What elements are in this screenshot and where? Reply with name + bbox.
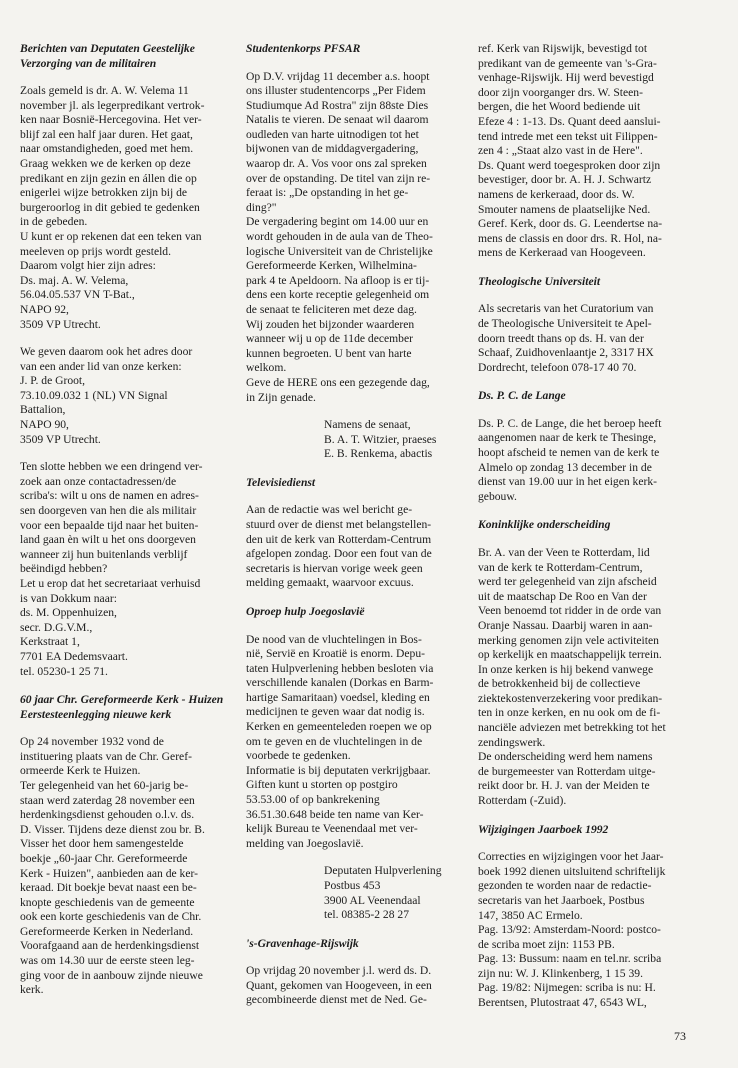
column-middle bbox=[246, 42, 458, 1022]
article-60-jaar-huizen bbox=[20, 693, 232, 998]
article-paragraph: Aan de redactie was wel bericht ge- stuurd over de dienst met belangstellen- den uit de kerk van Rotterdam-Centrum afgelopen zondag. Door een fout van de secretaris is hiervan vorige week geen melding gemaakt, waarvoor excuus. bbox=[246, 503, 432, 590]
article-signature: Deputaten Hulpverlening Postbus 453 3900 AL Veenendaal tel. 08385-2 28 27 bbox=[324, 864, 442, 922]
article-heading: Berichten van Deputaten Geestelijke Verzorging van de militairen bbox=[20, 42, 195, 70]
article-heading: Oproep hulp Joegoslavië bbox=[246, 605, 365, 618]
article-paragraph: Op D.V. vrijdag 11 december a.s. hoopt ons illuster studentencorps „Per Fidem Studiumque Ad Rostra" zijn 88ste Dies Natalis te vieren. De senaat wil daarom oudleden van harte uitnodigen tot het bijwonen van de middagvergadering, waarop dr. A. Vos voor ons zal spreken over de opstanding. De titel van zijn re- feraat is: „De opstanding in het ge- ding?" De vergadering begint om 14.00 uur en wordt gehouden in de aula van de Theo- logische Universiteit van de Christelijke Gereformeerde Kerken, Wilhelmina- park 4 te Apeldoorn. Na afloop is er tij- dens een korte receptie gelegenheid om de senaat te feliciteren met deze dag. Wij zouden het bijzonder waarderen wanneer wij u op de 11de december kunnen begroeten. U bent van harte welkom. Geve de HERE ons een gezegende dag, in Zijn genade. bbox=[246, 69, 433, 404]
article-paragraph: Correcties en wijzigingen voor het Jaar- boek 1992 dienen uitsluitend schriftelijk gezonden te worden naar de redactie- secretaris van het Jaarboek, Postbus 147, 3850 AC Ermelo. Pag. 13/92: Amsterdam-Noord: postco- de scriba moet zijn: 1153 PB. Pag. 13: Bussum: naam en tel.nr. scriba zijn nu: W. J. Klinkenberg, 1 15 39. Pag. 19/82: Nijmegen: scriba is nu: H. Berentsen, Plutostraat 47, 6543 WL, bbox=[478, 850, 666, 1010]
article-heading: Studentenkorps PFSAR bbox=[246, 42, 361, 55]
article-heading: Wijzigingen Jaarboek 1992 bbox=[478, 822, 609, 836]
article-de-lange bbox=[478, 389, 690, 504]
article-paragraph: Ten slotte hebben we een dringend ver- zoek aan onze contactadressen/de scriba's: wilt u ons de namen en adres- sen doorgeven van hen die als militair voor een bepaalde tijd naar het buiten- land gaan èn wilt u het ons doorgeven wanneer zij hun buitenlands verblijf beëindigd hebben? Let u erop dat het secretariaat verhuisd is van Dokkum naar: ds. M. Oppenhuizen, secr. D.G.V.M., Kerkstraat 1, 7701 EA Dedemsvaart. tel. 05230-1 25 71. bbox=[20, 460, 203, 678]
page-number: 73 bbox=[674, 1029, 686, 1043]
article-gravenhage-rijswijk-continued bbox=[478, 42, 690, 261]
article-heading: 60 jaar Chr. Gereformeerde Kerk - Huizen Eerstesteenlegging nieuwe kerk bbox=[20, 693, 224, 721]
article-paragraph: Als secretaris van het Curatorium van de Theologische Universiteit te Apel- doorn treedt thans op ds. H. van der Schaaf, Zuidhovenlaantje 2, 3317 HX Dordrecht, telefoon 078-17 40 70. bbox=[478, 302, 654, 374]
article-paragraph: Zoals gemeld is dr. A. W. Velema 11 november jl. als legerpredikant vertrok- ken naar Bosnië-Hercegovina. Het ver- blijf zal een half jaar duren. Het gaat, naar omstandigheden, goed met hem. Graag wekken we de kerken op deze predikant en zijn gezin en állen die op enigerlei wijze betrokken zijn bij de burgeroorlog in dit gebied te gedenken in de gebeden. U kunt er op rekenen dat een teken van meeleven op prijs wordt gesteld. Daarom volgt hier zijn adres: Ds. maj. A. W. Velema, 56.04.05.537 VN T-Bat., NAPO 92, 3509 VP Utrecht. bbox=[20, 84, 205, 331]
article-heading: Koninklijke onderscheiding bbox=[478, 518, 611, 532]
article-paragraph: De nood van de vluchtelingen in Bos- nië, Servië en Kroatië is enorm. Depu- taten Hulpverlening hebben besloten via verschillende kanalen (Dorkas en Barm- hartige Samaritaan) voedsel, kleding en medicijnen te geven waar dat nodig is. Kerken en gemeenteleden roepen we op om te geven en de vluchtelingen in de voorbede te gedenken. Informatie is bij deputaten verkrijgbaar. Giften kunt u storten op postgiro 53.53.00 of op bankrekening 36.51.30.648 beide ten name van Ker- kelijk Bureau te Veenendaal met ver- melding van Joegoslavië. bbox=[246, 632, 434, 850]
article-paragraph: ref. Kerk van Rijswijk, bevestigd tot predikant van de gemeente van 's-Gra- venhage-Rijswijk. Hij werd bevestigd door zijn voorganger drs. W. Steen- bergen, die het Woord bediende uit Efeze 4 : 1-13. Ds. Quant deed aanslui- tend intrede met een tekst uit Filippen- zen 4 : „Staat alzo vast in de Here". Ds. Quant werd toegesproken door zijn bevestiger, door br. A. H. J. Schwartz namens de kerkeraad, door ds. W. Smouter namens de plaatselijke Ned. Geref. Kerk, door ds. G. Leendertse na- mens de classis en door drs. R. Hol, na- mens de Kerkeraad van Hoogeveen. bbox=[478, 42, 663, 260]
article-studentenkorps bbox=[246, 42, 458, 462]
article-paragraph: Br. A. van der Veen te Rotterdam, lid van de kerk te Rotterdam-Centrum, werd ter gelegenheid van zijn afscheid uit de maatschap De Roo en Van der Veen benoemd tot ridder in de orde van Oranje Nassau. Daarbij waren in aan- merking genomen zijn vele activiteiten op kerkelijk en maatschappelijk terrein. In onze kerken is hij bekend vanwege de betrokkenheid bij de collectieve ziektekostenverzekering voor predikan- ten in onze kerken, en nu ook om de fi- nanciële adviezen met betrekking tot het zendingswerk. De onderscheiding werd hem namens de burgemeester van Rotterdam uitge- reikt door br. H. J. van der Meiden te Rotterdam (-Zuid). bbox=[478, 545, 666, 808]
article-paragraph: We geven daarom ook het adres door van een ander lid van onze kerken: J. P. de Groot, 73.10.09.032 1 (NL) VN Signal Battalion, NAPO 90, 3509 VP Utrecht. bbox=[20, 345, 193, 446]
article-heading: Theologische Universiteit bbox=[478, 274, 601, 288]
article-wijzigingen-jaarboek bbox=[478, 823, 690, 1011]
article-heading: 's-Gravenhage-Rijswijk bbox=[246, 936, 359, 950]
article-theologische-universiteit bbox=[478, 275, 690, 375]
article-paragraph: Op vrijdag 20 november j.l. werd ds. D. Quant, gekomen van Hoogeveen, in een gecombineerde dienst met de Ned. Ge- bbox=[246, 964, 432, 1007]
article-paragraph: Op 24 november 1932 vond de instituering plaats van de Chr. Geref- ormeerde Kerk te Huizen. Ter gelegenheid van het 60-jarig be- staan werd zaterdag 28 november een herdenkingsdienst gehouden o.l.v. ds. D. Visser. Tijdens deze dienst zou br. B. Visser het door hem samengestelde boekje „60-jaar Chr. Gereformeerde Kerk - Huizen", aanbieden aan de ker- keraad. Dit boekje bevat naast een be- knopte geschiedenis van de gemeente ook een korte geschiedenis van de Chr. Gereformeerde Kerken in Nederland. Voorafgaand aan de herdenkingsdienst was om 14.30 uur de eerste steen leg- ging voor de in aanbouw zijnde nieuwe kerk. bbox=[20, 735, 205, 997]
article-televisiedienst bbox=[246, 476, 458, 591]
article-koninklijke-onderscheiding bbox=[478, 518, 690, 808]
article-heading: Televisiedienst bbox=[246, 475, 316, 489]
column-right bbox=[478, 42, 690, 1025]
article-oproep-hulp bbox=[246, 605, 458, 923]
article-geestelijke-verzorging bbox=[20, 42, 232, 679]
article-signature: Namens de senaat, B. A. T. Witzier, praeses E. B. Renkema, abactis bbox=[324, 418, 437, 461]
column-left bbox=[20, 42, 232, 1012]
article-paragraph: Ds. P. C. de Lange, die het beroep heeft aangenomen naar de kerk te Thesinge, hoopt afscheid te nemen van de kerk te Almelo op zondag 13 december in de dienst van 19.00 uur in het eigen kerk- gebouw. bbox=[478, 416, 662, 503]
article-gravenhage-rijswijk bbox=[246, 937, 458, 1008]
article-heading: Ds. P. C. de Lange bbox=[478, 389, 566, 403]
